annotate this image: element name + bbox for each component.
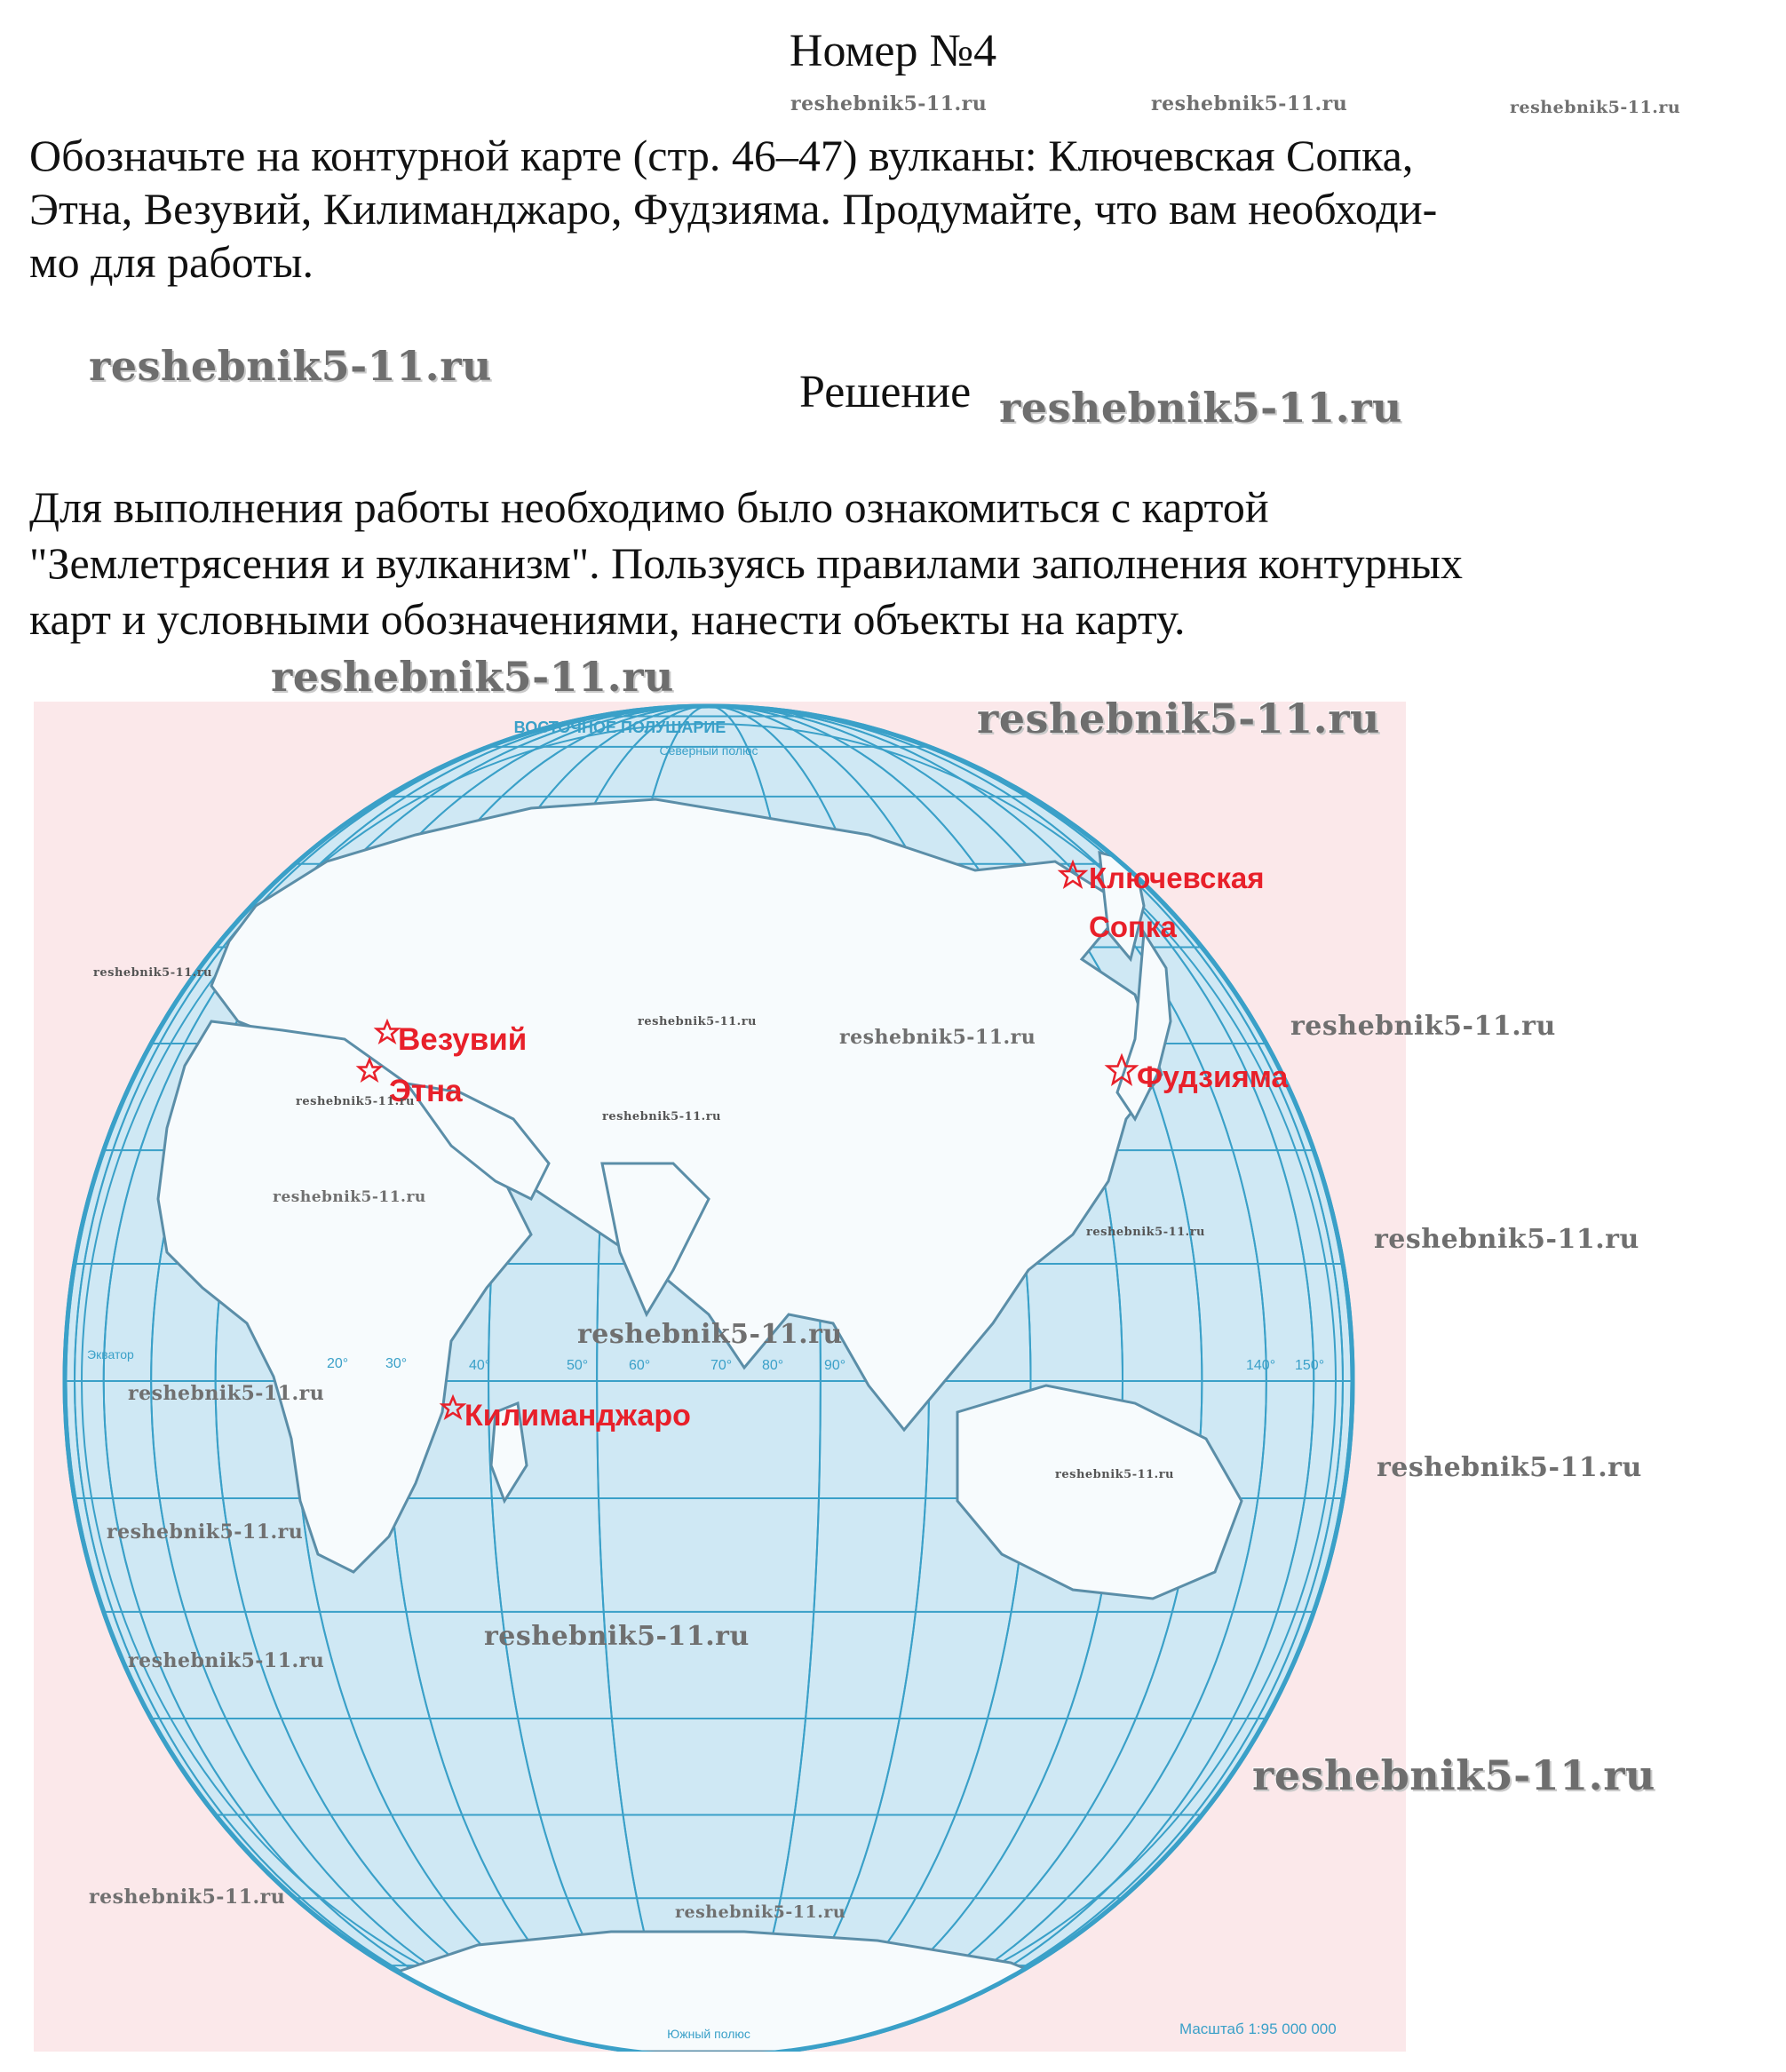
longitude-tick: 90° [824, 1358, 846, 1373]
watermark: reshebnik5-11.ru [107, 1520, 304, 1544]
volcano-label: Килиманджаро [464, 1399, 691, 1433]
volcano-label: Этна [389, 1074, 463, 1108]
watermark: reshebnik5-11.ru [273, 1188, 426, 1206]
solution-line: карт и условными обозначениями, нанести объекты на карту. [29, 594, 1186, 644]
watermark: reshebnik5-11.ru [602, 1110, 722, 1123]
task-line: Обозначьте на контурной карте (стр. 46–47) вулканы: Ключевская Сопка, [29, 131, 1414, 180]
longitude-tick: 30° [385, 1356, 408, 1371]
watermark: reshebnik5-11.ru [89, 1885, 286, 1909]
volcano-vesuvius [377, 1021, 527, 1057]
watermark: reshebnik5-11.ru [1510, 98, 1681, 117]
task-line: Этна, Везувий, Килиманджаро, Фудзияма. Продумайте, что вам необходи- [29, 184, 1438, 234]
watermark: reshebnik5-11.ru [577, 1319, 843, 1350]
watermark: reshebnik5-11.ru [1151, 92, 1348, 115]
north-pole-label: Северный полюс [659, 743, 758, 758]
longitude-tick: 20° [327, 1356, 349, 1371]
watermark: reshebnik5-11.ru [484, 1621, 750, 1652]
watermark: reshebnik5-11.ru [675, 1902, 846, 1922]
watermark: reshebnik5-11.ru [1290, 1011, 1556, 1042]
map-scale: Масштаб 1:95 000 000 [1179, 2020, 1337, 2037]
watermark: reshebnik5-11.ru [977, 695, 1380, 742]
longitude-tick: 50° [567, 1358, 589, 1373]
task-text [29, 129, 1761, 289]
watermark: reshebnik5-11.ru [128, 1649, 325, 1672]
watermark: reshebnik5-11.ru [790, 92, 988, 115]
watermark: reshebnik5-11.ru [1055, 1468, 1175, 1481]
watermark: reshebnik5-11.ru [638, 1015, 758, 1028]
watermark: reshebnik5-11.ru [999, 384, 1402, 432]
longitude-tick: 140° [1246, 1358, 1276, 1373]
longitude-tick: 150° [1295, 1358, 1325, 1373]
solution-line: "Землетрясения и вулканизм". Пользуясь правилами заполнения контурных [29, 538, 1464, 588]
watermark: reshebnik5-11.ru [93, 966, 213, 980]
volcano-label: Фудзияма [1137, 1060, 1289, 1094]
volcano-label: Ключевская [1089, 861, 1265, 894]
watermark: reshebnik5-11.ru [839, 1026, 1036, 1049]
watermark: reshebnik5-11.ru [1374, 1224, 1639, 1255]
longitude-tick: 70° [710, 1358, 733, 1373]
equator-label: Экватор [87, 1347, 134, 1361]
watermark: reshebnik5-11.ru [1086, 1226, 1206, 1239]
south-pole-label: Южный полюс [667, 2027, 750, 2041]
watermark: reshebnik5-11.ru [1252, 1751, 1655, 1799]
solution-text [29, 480, 1770, 647]
watermark: reshebnik5-11.ru [128, 1382, 325, 1405]
solution-line: Для выполнения работы необходимо было ознакомиться с картой [29, 482, 1269, 532]
map-svg [34, 702, 1406, 2052]
longitude-tick: 40° [469, 1358, 491, 1373]
task-line: мо для работы. [29, 237, 314, 287]
solution-label: Решение [799, 367, 972, 417]
watermark: reshebnik5-11.ru [271, 653, 674, 701]
volcano-label: Везувий [398, 1022, 528, 1057]
contour-map-eastern-hemisphere [34, 702, 1406, 2052]
watermark: reshebnik5-11.ru [296, 1095, 416, 1108]
watermark: reshebnik5-11.ru [89, 342, 492, 390]
map-header: ВОСТОЧНОЕ ПОЛУШАРИЕ [513, 718, 726, 736]
volcano-label: Сопка [1089, 910, 1177, 943]
watermark: reshebnik5-11.ru [1377, 1452, 1642, 1483]
longitude-tick: 80° [762, 1358, 784, 1373]
volcano-kilimanjaro [442, 1397, 691, 1433]
page-title: Номер №4 [789, 26, 997, 76]
longitude-tick: 60° [629, 1358, 651, 1373]
